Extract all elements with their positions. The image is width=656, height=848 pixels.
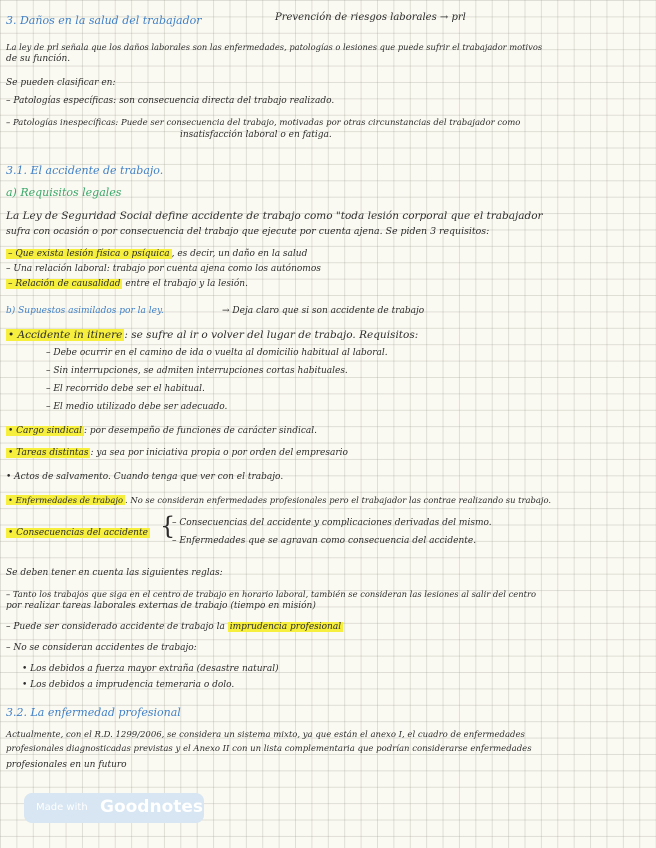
curly-brace-icon: { (160, 512, 176, 540)
page-title: Prevención de riesgos laborales → prl (275, 12, 466, 23)
section-3-title: 3. Daños en la salud del trabajador (6, 14, 202, 27)
intro-line-2: de su función. (6, 54, 71, 64)
salvamento-item: • Actos de salvamento. Cuando tenga que ver con el trabajo. (6, 472, 284, 482)
requirement-1: – Que exista lesión física o psíquica , es decir, un daño en la salud (8, 249, 308, 259)
law-definition-line-1: La Ley de Seguridad Social define accidente de trabajo como "toda lesión corporal que el trabajador (6, 210, 543, 222)
law-definition-line-2: sufra con ocasión o por consecuencia del trabajo que ejecute por cuenta ajena. Se piden 3 requisitos: (6, 226, 490, 237)
cargo-sindical-item: • Cargo sindical : por desempeño de funciones de carácter sindical. (8, 426, 318, 436)
tareas-distintas-item: • Tareas distintas : ya sea por iniciativa propia o por orden del empresario (8, 448, 348, 458)
in-itinere-requirement-1: – Debe ocurrir en el camino de ida o vuelta al domicilio habitual al laboral. (46, 348, 388, 358)
rule-1-line-1: – Tanto los trabajos que siga en el centro de trabajo en horario laboral, también se consideran las lesiones al salir del centro (6, 589, 537, 599)
consecuencias-item: • Consecuencias del accidente (8, 528, 148, 538)
rule-3-item-1: • Los debidos a fuerza mayor extraña (desastre natural) (22, 664, 279, 674)
section-3-2-line-1: Actualmente, con el R.D. 1299/2006, se considera un sistema mixto, ya que están el anexo I, el cuadro de enfermedades (6, 730, 525, 740)
rule-2: – Puede ser considerado accidente de trabajo la imprudencia profesional (6, 622, 342, 632)
pathology-unspecific-line-2: insatisfacción laboral o en fatiga. (180, 130, 332, 140)
in-itinere-requirement-2: – Sin interrupciones, se admiten interrupciones cortas habituales. (46, 366, 348, 376)
rule-1-line-2: por realizar tareas laborales externas de trabajo (tiempo en misión) (6, 601, 316, 611)
in-itinere-requirement-3: – El recorrido debe ser el habitual. (46, 384, 205, 394)
section-3-1-title: 3.1. El accidente de trabajo. (6, 164, 164, 177)
requirement-2: – Una relación laboral: trabajo por cuenta ajena como los autónomos (6, 264, 321, 274)
consecuencias-detail-1: – Consecuencias del accidente y complicaciones derivadas del mismo. (172, 518, 492, 528)
in-itinere-item: • Accidente in itinere : se sufre al ir o volver del lugar de trabajo. Requisitos: (8, 329, 419, 341)
classify-label: Se pueden clasificar en: (6, 78, 116, 88)
section-3-2-title: 3.2. La enfermedad profesional (6, 706, 181, 719)
consecuencias-detail-2: – Enfermedades que se agravan como consecuencia del accidente. (172, 536, 477, 546)
goodnotes-watermark (24, 793, 204, 823)
section-3-1-a-title: a) Requisitos legales (6, 186, 122, 199)
made-with-label: Made with (36, 802, 88, 813)
in-itinere-requirement-4: – El medio utilizado debe ser adecuado. (46, 402, 228, 412)
section-3-2-line-3: profesionales en un futuro (6, 760, 127, 770)
enfermedades-trabajo-item: • Enfermedades de trabajo . No se consideran enfermedades profesionales pero el trabajador las contrae realizando su trabajo. (8, 495, 552, 505)
section-3-2-line-2: profesionales diagnosticadas previstas y el Anexo II con un lista complementaria que podrían considerarse enfermedades (6, 744, 532, 754)
requirement-3: – Relación de causalidad entre el trabajo y la lesión. (8, 279, 248, 289)
pathology-unspecific-line-1: – Patologías inespecíficas: Puede ser consecuencia del trabajo, motivadas por otras circunstancias del trabajador como (6, 118, 521, 128)
section-3-1-b-title: b) Supuestos asimilados por la ley. (6, 306, 164, 316)
section-3-1-b-note: → Deja claro que si son accidente de trabajo (222, 306, 425, 316)
rule-3: – No se consideran accidentes de trabajo: (6, 643, 197, 653)
goodnotes-brand: Goodnotes (100, 797, 204, 817)
intro-line-1: La ley de prl señala que los daños laborales son las enfermedades, patologías o lesiones que puede sufrir el trabajador motivos (6, 42, 543, 52)
pathology-specific: – Patologías específicas: son consecuencia directa del trabajo realizado. (6, 96, 335, 106)
rule-3-item-2: • Los debidos a imprudencia temeraria o dolo. (22, 680, 235, 690)
rules-heading: Se deben tener en cuenta las siguientes reglas: (6, 568, 223, 578)
